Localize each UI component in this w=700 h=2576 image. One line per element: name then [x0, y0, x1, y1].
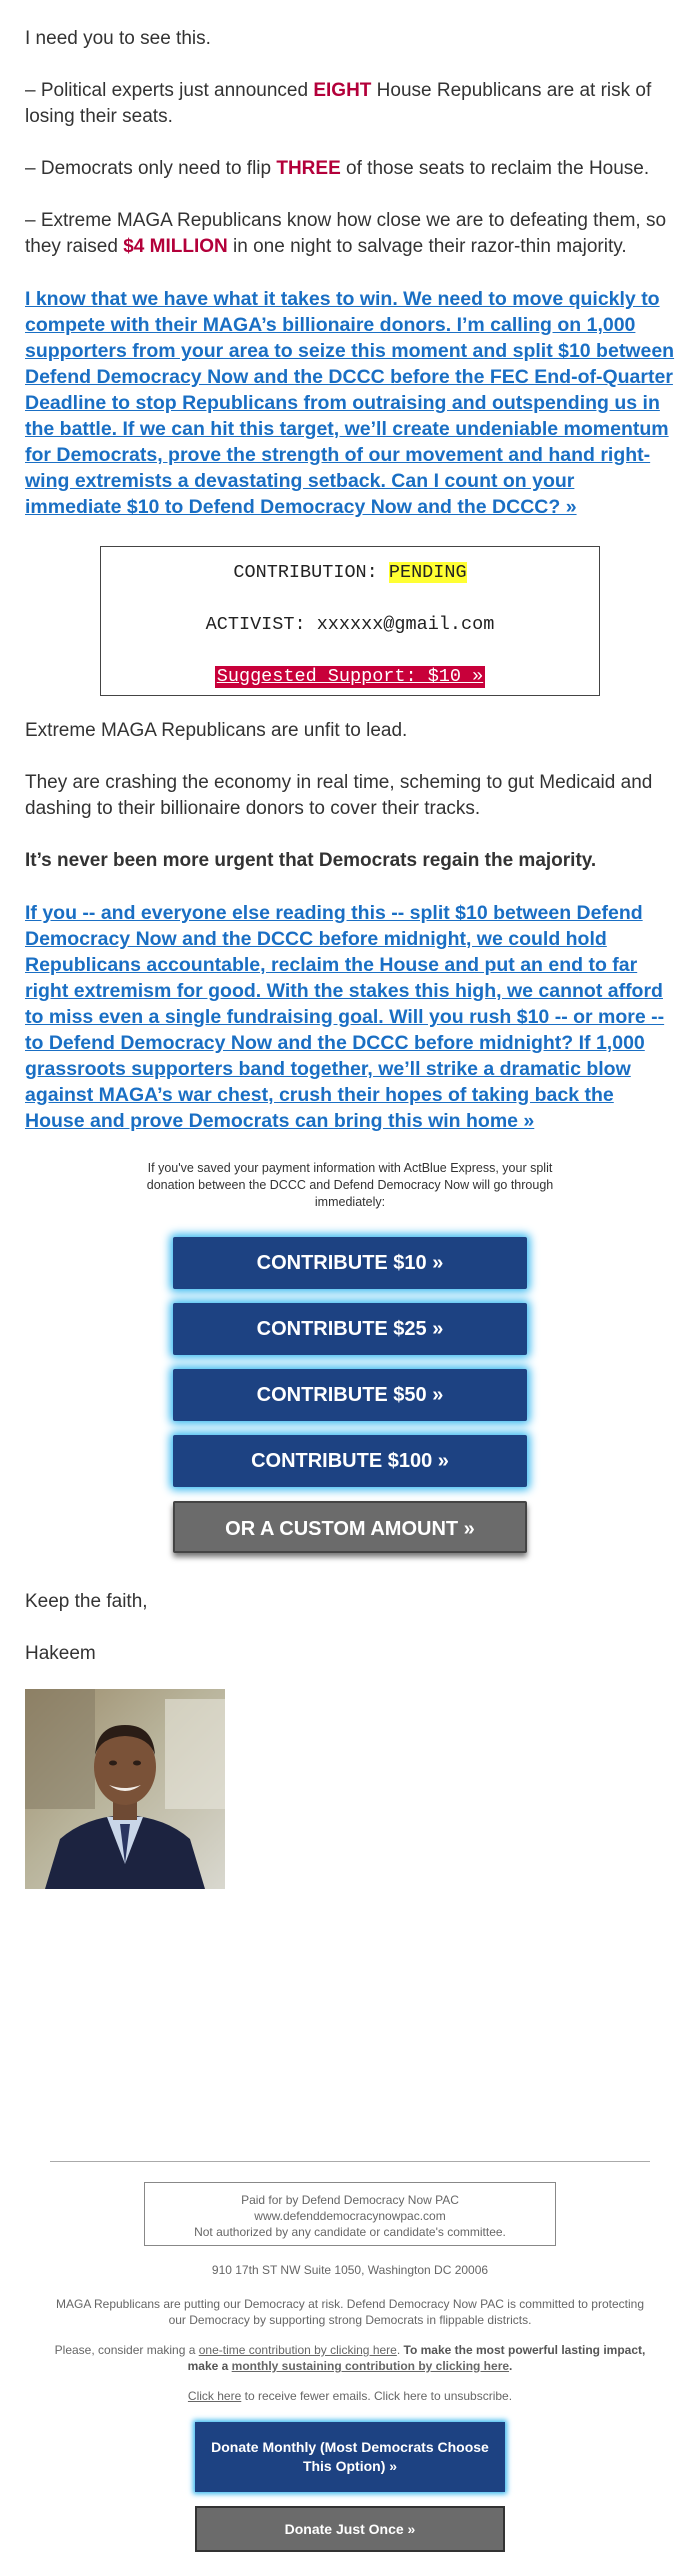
contribute-10-button[interactable]: CONTRIBUTE $10 »: [173, 1237, 527, 1289]
suggested-support-button[interactable]: Suggested Support: $10 »: [216, 666, 484, 687]
signoff: Keep the faith,: [25, 1591, 148, 1612]
paragraph-urgent: It’s never been more urgent that Democrats regain the majority.: [25, 850, 597, 871]
contribution-box-link[interactable]: [25, 546, 675, 696]
portrait-photo: [25, 1689, 225, 1889]
signature: Hakeem: [25, 1643, 96, 1664]
activist-email: xxxxxx@gmail.com: [316, 614, 495, 635]
fewer-emails-link[interactable]: Click here: [187, 2389, 242, 2403]
monthly-contribution-link[interactable]: monthly sustaining contribution by clicking here: [231, 2359, 510, 2373]
footer-divider: [50, 2161, 650, 2162]
custom-amount-button[interactable]: OR A CUSTOM AMOUNT »: [173, 1501, 527, 1553]
highlight-four-million: $4 MILLION: [123, 236, 228, 257]
not-authorized-text: Not authorized by any candidate or candidate's committee.: [194, 2225, 506, 2239]
email-preferences: Click here to receive fewer emails. Click here to unsubscribe.: [187, 2389, 513, 2403]
paid-for-box: [144, 2182, 556, 2246]
highlight-eight: EIGHT: [313, 80, 372, 101]
one-time-contribution-link[interactable]: one-time contribution by clicking here: [198, 2343, 397, 2357]
paid-for-text: Paid for by Defend Democracy Now PAC: [241, 2193, 459, 2207]
contribution-options-text: Please, consider making a one-time contribution by clicking here. To make the most powerful lasting impact, make a monthly sustaining contribution by clicking here.: [54, 2343, 646, 2373]
donate-once-button[interactable]: Donate Just Once »: [195, 2506, 505, 2552]
intro-text: I need you to see this.: [25, 28, 211, 49]
bullet-four-million: – Extreme MAGA Republicans know how close we are to defeating them, so they raised $4 MILLION in one night to salvage their razor-thin majority.: [25, 210, 667, 257]
portrait-image: [25, 1689, 225, 1889]
pending-badge: PENDING: [388, 562, 467, 583]
donate-appeal-link-2[interactable]: If you -- and everyone else reading this -- split $10 between Defend Democracy Now and the DCCC before midnight, we could hold Republicans accountable, reclaim the House and put an end to far right extremism for good. With the stakes this high, we cannot afford to miss even a single fundraising goal. Will you rush $10 -- or more -- to Defend Democracy Now and the DCCC before midnight? If 1,000 grassroots supporters band together, we’ll strike a dramatic blow against MAGA’s war chest, crush their hopes of taking back the House and prove Democrats can bring this win home »: [25, 902, 665, 1132]
website-text: www.defenddemocracynowpac.com: [254, 2209, 446, 2223]
contribute-50-button[interactable]: CONTRIBUTE $50 »: [173, 1369, 527, 1421]
footer: [0, 2182, 700, 2552]
bullet-three-seats: – Democrats only need to flip THREE of those seats to reclaim the House.: [25, 158, 650, 179]
suggested-support-row: [101, 665, 599, 717]
actblue-note: If you've saved your payment information with ActBlue Express, your split donation between the DCCC and Defend Democracy Now will go through immediately:: [146, 1161, 554, 1209]
highlight-three: THREE: [276, 158, 341, 179]
bullet-eight-seats: – Political experts just announced EIGHT House Republicans are at risk of losing their seats.: [25, 80, 652, 127]
contribute-100-button[interactable]: CONTRIBUTE $100 »: [173, 1435, 527, 1487]
paragraph-economy: They are crashing the economy in real time, scheming to gut Medicaid and dashing to their billionaire donors to cover their tracks.: [25, 772, 653, 819]
paragraph-unfit: Extreme MAGA Republicans are unfit to lead.: [25, 720, 408, 741]
mailing-address: 910 17th ST NW Suite 1050, Washington DC 20006: [211, 2263, 489, 2277]
donate-monthly-button[interactable]: Donate Monthly (Most Democrats Choose This Option) »: [195, 2422, 505, 2492]
activist-row: ACTIVIST: xxxxxx@gmail.com: [205, 614, 495, 635]
contribution-box[interactable]: [100, 546, 600, 696]
donate-appeal-link-1[interactable]: I know that we have what it takes to win. We need to move quickly to compete with their MAGA’s billionaire donors. I’m calling on 1,000 supporters from your area to seize this moment and split $10 between Defend Democracy Now and the DCCC before the FEC End-of-Quarter Deadline to stop Republicans from outraising and outspending us in the battle. If we can hit this target, we’ll create undeniable momentum for Democrats, prove the strength of our movement and hand right-wing extremists a devastating setback. Can I count on your immediate $10 to Defend Democracy Now and the DCCC? »: [25, 288, 675, 518]
contribute-25-button[interactable]: CONTRIBUTE $25 »: [173, 1303, 527, 1355]
contribution-status-row: CONTRIBUTION: PENDING: [233, 562, 467, 583]
mission-statement: MAGA Republicans are putting our Democracy at risk. Defend Democracy Now PAC is committed to protecting our Democracy by supporting strong Democrats in flippable districts.: [55, 2297, 644, 2327]
